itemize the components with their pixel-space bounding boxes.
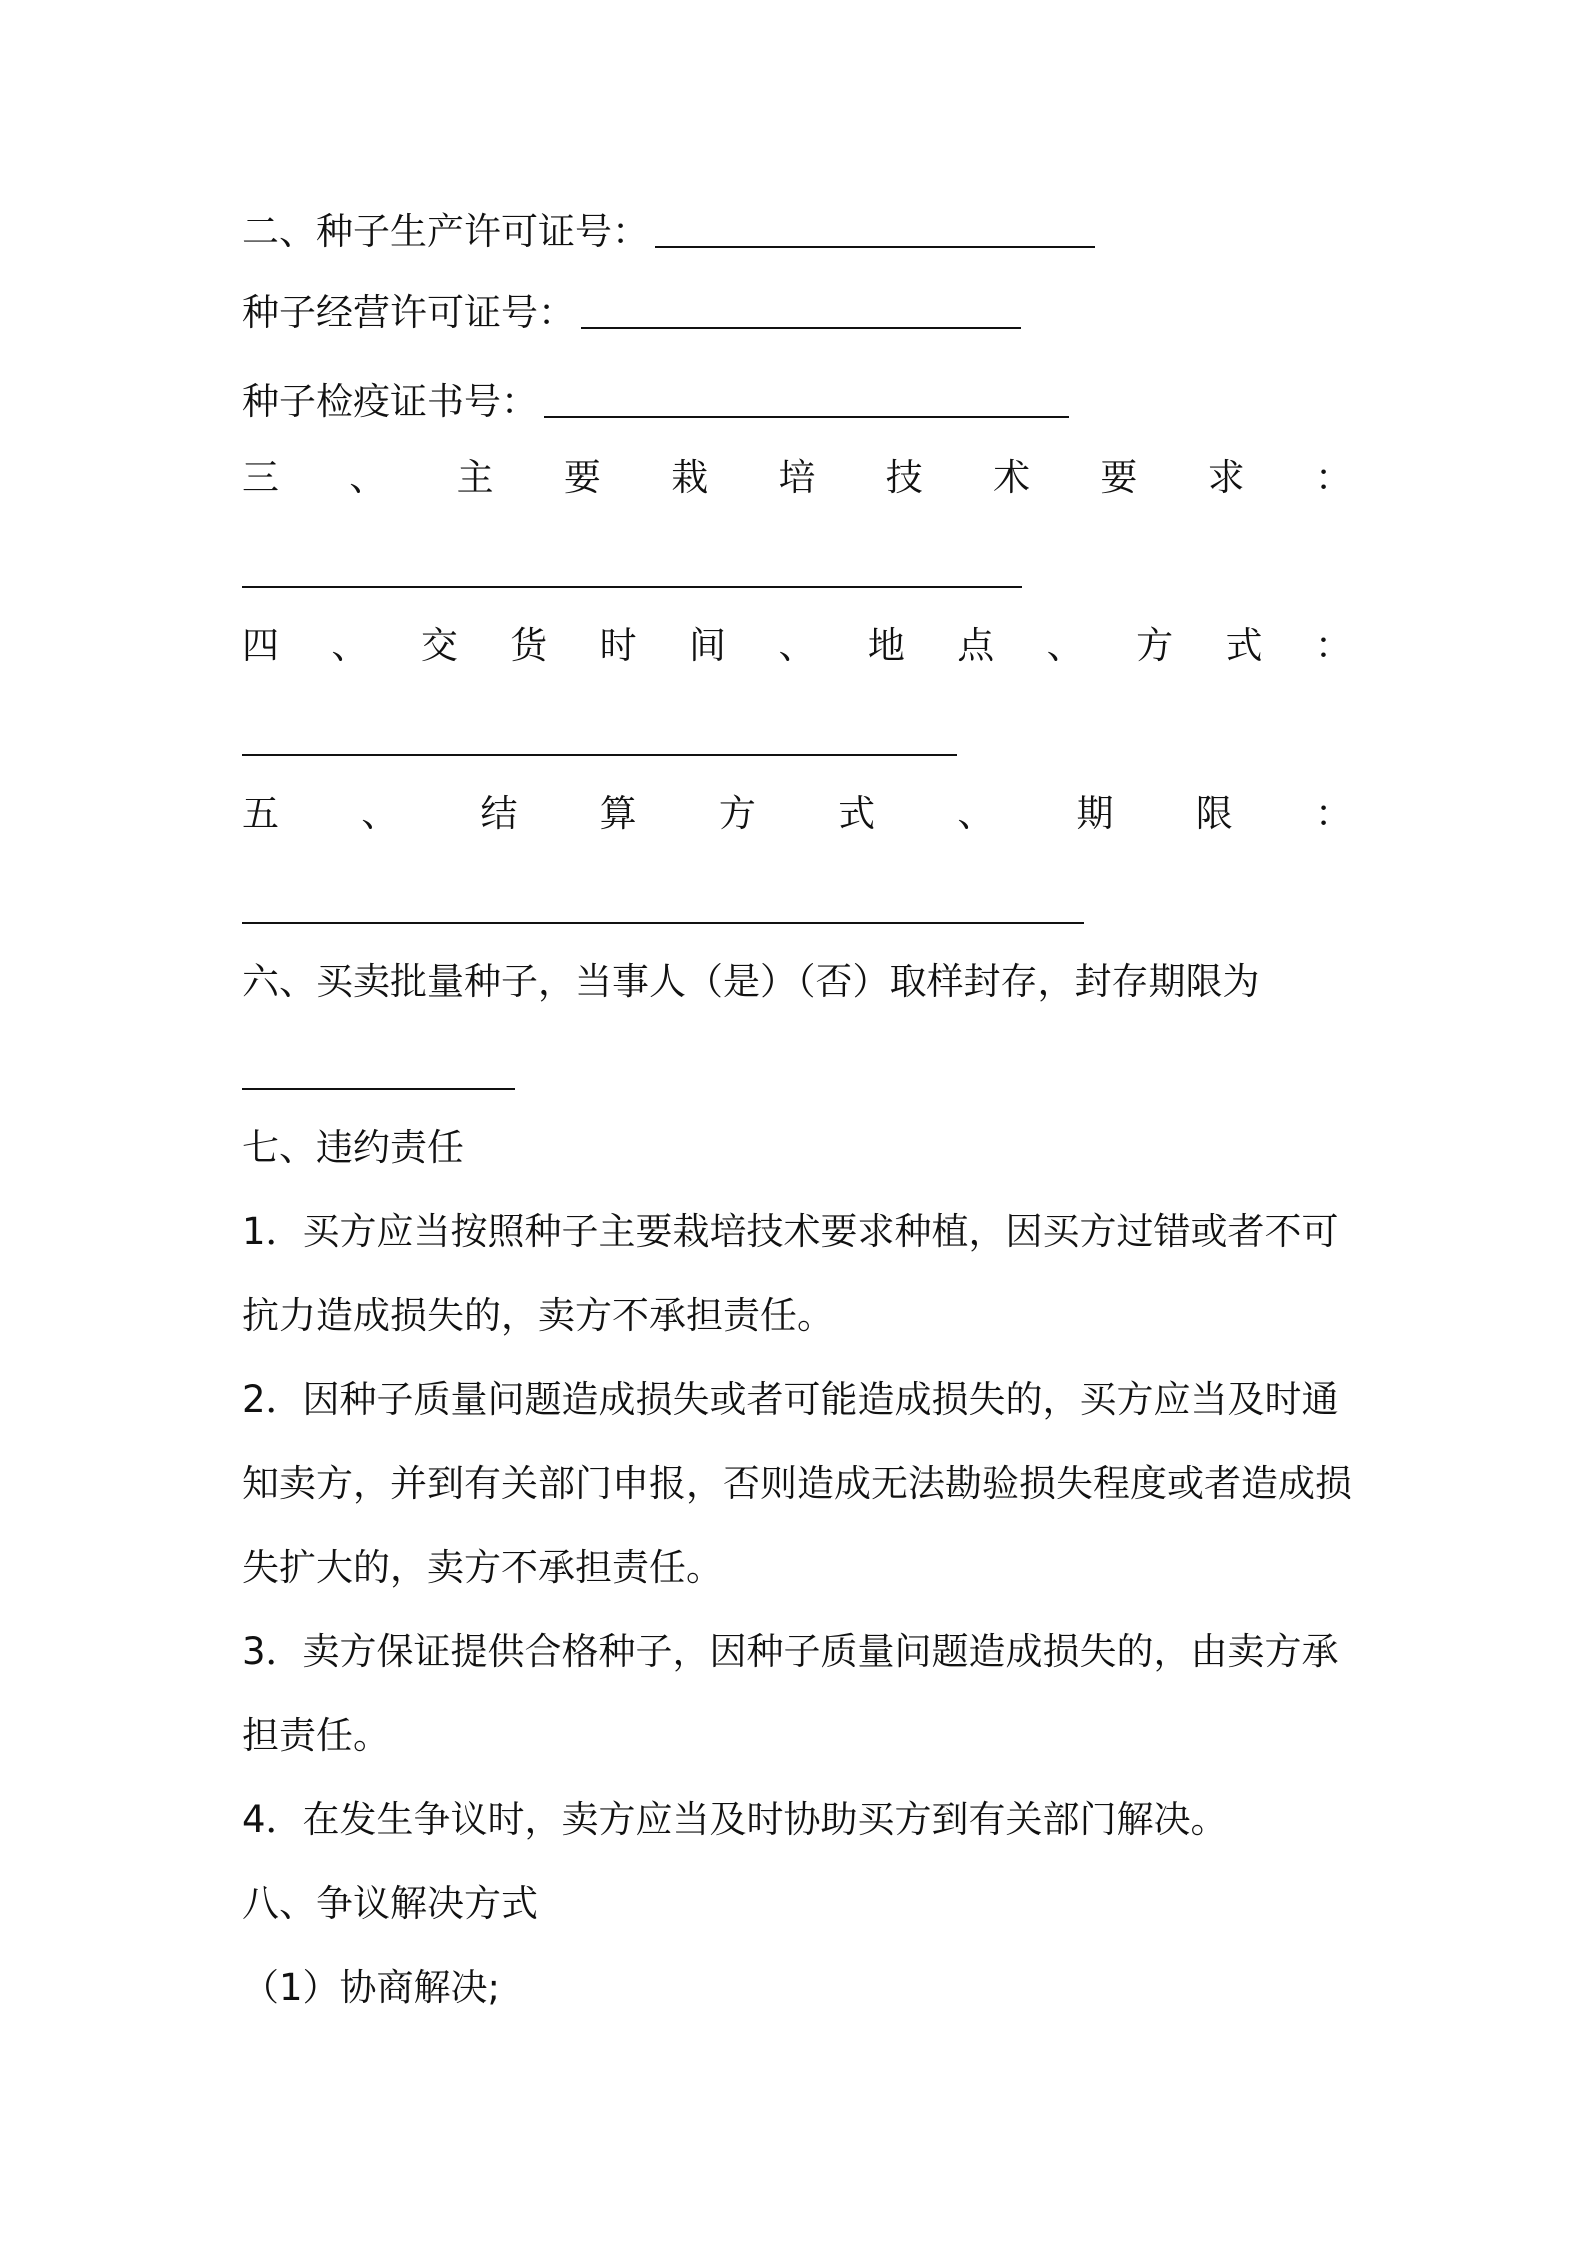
production-license-blank[interactable] bbox=[655, 246, 1095, 248]
dispute-resolution-title-text: 八、争议解决方式 bbox=[242, 1882, 538, 1925]
quarantine-cert-blank[interactable] bbox=[544, 416, 1069, 418]
liability-title-text: 七、违约责任 bbox=[242, 1126, 464, 1169]
liability-item-2-line-2 bbox=[242, 1460, 1352, 1508]
heading-char: 交 bbox=[420, 624, 458, 667]
delivery-blank[interactable] bbox=[242, 754, 957, 756]
quarantine-cert-label: 种子检疫证书号： bbox=[242, 380, 538, 423]
heading-char: 三 bbox=[242, 456, 279, 499]
operation-license-label: 种子经营许可证号： bbox=[242, 291, 575, 334]
heading-char: 主 bbox=[456, 456, 494, 499]
heading-char: 方 bbox=[718, 792, 756, 835]
dispute-resolution-title bbox=[242, 1880, 538, 1928]
heading-char: 、 bbox=[778, 624, 816, 667]
heading-char: 术 bbox=[993, 456, 1031, 499]
paragraph-text: 抗力造成损失的，卖方不承担责任。 bbox=[242, 1294, 834, 1337]
paragraph-text: 知卖方，并到有关部门申报，否则造成无法勘验损失程度或者造成损 bbox=[242, 1462, 1352, 1505]
paragraph-text: 4．在发生争议时，卖方应当及时协助买方到有关部门解决。 bbox=[242, 1798, 1228, 1841]
liability-item-4 bbox=[242, 1796, 1228, 1844]
paragraph-text: 2．因种子质量问题造成损失或者可能造成损失的，买方应当及时通 bbox=[242, 1378, 1339, 1421]
heading-char: 、 bbox=[331, 624, 369, 667]
liability-item-1-line-1 bbox=[242, 1208, 1339, 1256]
heading-char: 要 bbox=[1100, 456, 1138, 499]
heading-char: 方 bbox=[1136, 624, 1174, 667]
heading-char: 间 bbox=[689, 624, 727, 667]
heading-char: 时 bbox=[599, 624, 637, 667]
heading-char: ： bbox=[1314, 792, 1352, 835]
heading-char: 算 bbox=[599, 792, 637, 835]
heading-char: ： bbox=[1314, 456, 1352, 499]
production-license-label: 二、种子生产许可证号： bbox=[242, 210, 649, 253]
heading-char: 栽 bbox=[671, 456, 709, 499]
sealing-period-blank[interactable] bbox=[242, 1088, 515, 1090]
heading-char: 求 bbox=[1207, 456, 1245, 499]
heading-char: 培 bbox=[778, 456, 816, 499]
operation-license-blank[interactable] bbox=[581, 327, 1021, 329]
paragraph-text: 担责任。 bbox=[242, 1714, 390, 1757]
heading-char: 、 bbox=[361, 792, 399, 835]
liability-item-2-line-3 bbox=[242, 1544, 723, 1592]
liability-item-1-line-2 bbox=[242, 1292, 834, 1340]
liability-item-3-line-1 bbox=[242, 1628, 1339, 1676]
heading-char: 、 bbox=[1046, 624, 1084, 667]
sample-sealing-line bbox=[242, 958, 1260, 1006]
settlement-heading bbox=[242, 790, 1352, 838]
heading-char: 四 bbox=[242, 624, 279, 667]
paragraph-text: 1．买方应当按照种子主要栽培技术要求种植，因买方过错或者不可 bbox=[242, 1210, 1339, 1253]
heading-char: 、 bbox=[349, 456, 387, 499]
heading-char: 技 bbox=[885, 456, 923, 499]
heading-char: 式 bbox=[838, 792, 876, 835]
cultivation-requirements-blank[interactable] bbox=[242, 586, 1022, 588]
liability-title bbox=[242, 1124, 464, 1172]
heading-char: 货 bbox=[510, 624, 548, 667]
liability-item-2-line-1 bbox=[242, 1376, 1339, 1424]
heading-char: 限 bbox=[1195, 792, 1233, 835]
heading-char: 结 bbox=[480, 792, 518, 835]
delivery-heading bbox=[242, 622, 1352, 670]
operation-license-line bbox=[242, 289, 1021, 337]
heading-char: 、 bbox=[957, 792, 995, 835]
heading-char: 地 bbox=[867, 624, 905, 667]
sample-sealing-text: 六、买卖批量种子，当事人（是）（否）取样封存，封存期限为 bbox=[242, 960, 1260, 1003]
dispute-resolution-item-1 bbox=[242, 1964, 500, 2012]
liability-item-3-line-2 bbox=[242, 1712, 390, 1760]
settlement-blank[interactable] bbox=[242, 922, 1084, 924]
heading-char: 式 bbox=[1225, 624, 1263, 667]
heading-char: 五 bbox=[242, 792, 279, 835]
paragraph-text: （1）协商解决; bbox=[242, 1966, 501, 2009]
heading-char: 要 bbox=[563, 456, 601, 499]
paragraph-text: 失扩大的，卖方不承担责任。 bbox=[242, 1546, 723, 1589]
paragraph-text: 3．卖方保证提供合格种子，因种子质量问题造成损失的，由卖方承 bbox=[242, 1630, 1339, 1673]
production-license-line bbox=[242, 208, 1095, 256]
quarantine-cert-line bbox=[242, 378, 1069, 426]
heading-char: 点 bbox=[957, 624, 995, 667]
cultivation-requirements-heading bbox=[242, 454, 1352, 502]
heading-char: ： bbox=[1314, 624, 1352, 667]
heading-char: 期 bbox=[1076, 792, 1114, 835]
